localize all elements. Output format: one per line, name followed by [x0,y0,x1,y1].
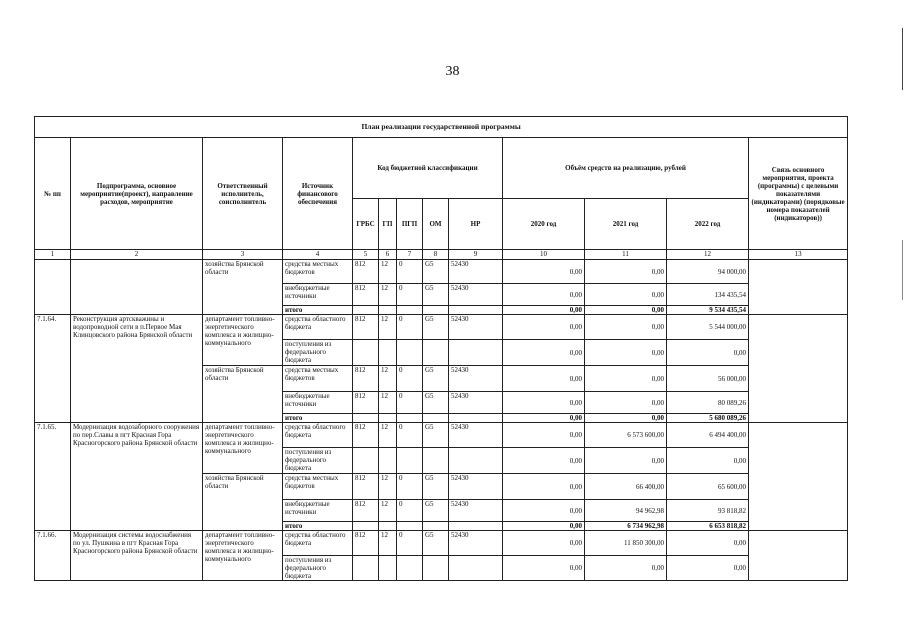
cell-value-2022: 0,00 [667,340,749,366]
cell-indicator-link [749,531,848,581]
cell-funding-source: средства местных бюджетов [283,366,353,392]
cell-item-number: 7.1.66. [35,531,71,581]
cell-value-2022: 6 653 818,82 [667,522,749,531]
cell-grbs: 812 [353,500,379,522]
cell-funding-source: средства областного бюджета [283,531,353,556]
cell-om: G5 [423,474,449,500]
cell-nr [449,448,503,474]
col-number: 7 [397,250,423,260]
cell-pgp [397,306,423,315]
cell-grbs: 812 [353,392,379,414]
cell-value-2020: 0,00 [503,448,585,474]
cell-funding-source: итого [283,522,353,531]
cell-value-2021: 0,00 [585,366,667,392]
cell-gp: 12 [379,284,397,306]
cell-nr [449,522,503,531]
col-number: 13 [749,250,848,260]
cell-nr: 52430 [449,284,503,306]
cell-responsible: хозяйства Брянской области [203,366,283,423]
cell-gp [379,414,397,423]
cell-item-number: 7.1.65. [35,423,71,531]
cell-om [423,448,449,474]
cell-value-2020: 0,00 [503,306,585,315]
header-no: № пп [35,138,71,250]
cell-om [423,306,449,315]
cell-value-2021: 0,00 [585,448,667,474]
cell-nr: 52430 [449,474,503,500]
cell-value-2020: 0,00 [503,340,585,366]
cell-value-2022: 0,00 [667,448,749,474]
cell-value-2022: 0,00 [667,531,749,556]
cell-value-2020: 0,00 [503,260,585,284]
cell-gp: 12 [379,366,397,392]
cell-gp: 12 [379,474,397,500]
cell-om [423,556,449,581]
cell-gp [379,306,397,315]
cell-nr [449,340,503,366]
cell-value-2021: 0,00 [585,315,667,340]
cell-value-2020: 0,00 [503,315,585,340]
cell-value-2022: 80 089,26 [667,392,749,414]
cell-value-2022: 134 435,54 [667,284,749,306]
header-program: Подпрограмма, основное мероприятие(проект), направление расходов, мероприятие [71,138,203,250]
cell-om [423,340,449,366]
cell-grbs [353,556,379,581]
cell-value-2020: 0,00 [503,531,585,556]
cell-funding-source: средства местных бюджетов [283,474,353,500]
cell-value-2021: 6 734 962,98 [585,522,667,531]
cell-value-2021: 0,00 [585,260,667,284]
cell-funding-source: средства областного бюджета [283,315,353,340]
header-gp: ГП [379,199,397,250]
cell-om: G5 [423,366,449,392]
cell-grbs: 812 [353,315,379,340]
header-row [35,138,848,199]
cell-grbs: 812 [353,260,379,284]
col-number: 9 [449,250,503,260]
cell-nr [449,306,503,315]
col-number: 3 [203,250,283,260]
col-number: 2 [71,250,203,260]
cell-item-number [35,260,71,315]
table-row [35,531,848,556]
cell-pgp [397,414,423,423]
col-number: 4 [283,250,353,260]
table-row [35,260,848,284]
cell-pgp [397,522,423,531]
cell-pgp [397,448,423,474]
cell-value-2021: 0,00 [585,556,667,581]
cell-value-2022: 94 000,00 [667,260,749,284]
cell-funding-source: поступления из федерального бюджета [283,556,353,581]
cell-value-2021: 0,00 [585,392,667,414]
cell-om: G5 [423,500,449,522]
cell-responsible: хозяйства Брянской области [203,260,283,315]
cell-responsible: департамент топливно-энергетического комплекса и жилищно-коммунального [203,423,283,474]
col-number: 1 [35,250,71,260]
cell-value-2021: 0,00 [585,340,667,366]
col-number: 12 [667,250,749,260]
cell-value-2021: 94 962,98 [585,500,667,522]
cell-grbs [353,306,379,315]
cell-om: G5 [423,284,449,306]
header-budget-code: Код бюджетной классификации [353,138,503,199]
cell-pgp: 0 [397,500,423,522]
cell-gp: 12 [379,315,397,340]
page-number: 38 [445,64,460,79]
cell-pgp [397,340,423,366]
cell-grbs [353,340,379,366]
col-number: 8 [423,250,449,260]
cell-om: G5 [423,531,449,556]
cell-funding-source: итого [283,306,353,315]
cell-om [423,522,449,531]
cell-value-2020: 0,00 [503,522,585,531]
cell-pgp: 0 [397,260,423,284]
cell-grbs: 812 [353,474,379,500]
scan-edge-mark [902,28,903,90]
cell-pgp: 0 [397,423,423,448]
cell-gp: 12 [379,423,397,448]
cell-nr [449,556,503,581]
header-responsible: Ответственный исполнитель, соисполнитель [203,138,283,250]
cell-value-2020: 0,00 [503,284,585,306]
program-plan-table-container [34,116,847,581]
cell-funding-source: внебюджетные источники [283,392,353,414]
col-number: 11 [585,250,667,260]
cell-pgp: 0 [397,531,423,556]
cell-nr: 52430 [449,315,503,340]
cell-indicator-link [749,260,848,315]
cell-value-2022: 6 494 400,00 [667,423,749,448]
cell-value-2022: 0,00 [667,556,749,581]
header-volume: Объём средств на реализацию, рублей [503,138,749,199]
table-title: План реализации государственной программы [35,117,848,138]
cell-indicator-link [749,423,848,531]
cell-funding-source: поступления из федерального бюджета [283,340,353,366]
cell-pgp: 0 [397,392,423,414]
cell-funding-source: поступления из федерального бюджета [283,448,353,474]
cell-value-2020: 0,00 [503,474,585,500]
header-2020: 2020 год [503,199,585,250]
cell-nr: 52430 [449,531,503,556]
cell-grbs: 812 [353,531,379,556]
table-body [35,260,848,581]
cell-value-2021: 11 850 300,00 [585,531,667,556]
cell-gp: 12 [379,260,397,284]
cell-value-2022: 5 680 089,26 [667,414,749,423]
table-title-row [35,117,848,138]
header-om: ОМ [423,199,449,250]
table-row [35,423,848,448]
cell-nr: 52430 [449,260,503,284]
cell-funding-source: итого [283,414,353,423]
cell-gp: 12 [379,531,397,556]
header-2021: 2021 год [585,199,667,250]
cell-value-2021: 66 400,00 [585,474,667,500]
cell-funding-source: средства областного бюджета [283,423,353,448]
cell-om: G5 [423,260,449,284]
col-number: 6 [379,250,397,260]
cell-value-2021: 0,00 [585,306,667,315]
cell-grbs: 812 [353,284,379,306]
header-grbs: ГРБС [353,199,379,250]
cell-value-2022: 65 600,00 [667,474,749,500]
cell-value-2020: 0,00 [503,392,585,414]
cell-indicator-link [749,315,848,423]
cell-value-2022: 93 818,82 [667,500,749,522]
cell-gp: 12 [379,500,397,522]
cell-value-2021: 0,00 [585,284,667,306]
cell-grbs: 812 [353,366,379,392]
header-source: Источник финансового обеспечения [283,138,353,250]
cell-nr: 52430 [449,366,503,392]
cell-grbs: 812 [353,423,379,448]
cell-value-2021: 0,00 [585,414,667,423]
col-number: 5 [353,250,379,260]
cell-pgp: 0 [397,284,423,306]
cell-value-2020: 0,00 [503,423,585,448]
cell-item-number: 7.1.64. [35,315,71,423]
cell-nr: 52430 [449,423,503,448]
cell-responsible: департамент топливно-энергетического комплекса и жилищно-коммунального [203,531,283,581]
cell-funding-source: средства местных бюджетов [283,260,353,284]
cell-value-2022: 56 000,00 [667,366,749,392]
cell-pgp: 0 [397,474,423,500]
cell-nr: 52430 [449,500,503,522]
cell-pgp [397,556,423,581]
cell-gp [379,522,397,531]
cell-value-2020: 0,00 [503,414,585,423]
cell-program-name: Модернизация водозаборного сооружения по пер.Славы в пгт Красная Гора Красногорского района Брянской области [71,423,203,531]
cell-grbs [353,414,379,423]
header-2022: 2022 год [667,199,749,250]
col-number: 10 [503,250,585,260]
cell-program-name: Модернизация системы водоснабжения по ул. Пушкина в пгт Красная Гора Красногорского района Брянской области [71,531,203,581]
header-link: Связь основного мероприятия, проекта (программы) с целевыми показателями (индикаторами) (порядковые номера показателей (индикаторов)) [749,138,848,250]
cell-gp [379,448,397,474]
program-plan-table [34,116,848,581]
cell-responsible: департамент топливно-энергетического комплекса и жилищно-коммунального [203,315,283,366]
cell-funding-source: внебюджетные источники [283,500,353,522]
cell-om: G5 [423,315,449,340]
table-row [35,315,848,340]
cell-value-2020: 0,00 [503,556,585,581]
cell-gp [379,340,397,366]
cell-om [423,414,449,423]
cell-value-2020: 0,00 [503,500,585,522]
cell-nr: 52430 [449,392,503,414]
cell-value-2022: 9 534 435,54 [667,306,749,315]
cell-nr [449,414,503,423]
cell-grbs [353,448,379,474]
column-number-row [35,250,848,260]
cell-program-name: Реконструкция артскважины и водопроводной сети в п.Первое Мая Клинцовского района Брянской области [71,315,203,423]
cell-value-2020: 0,00 [503,366,585,392]
cell-gp: 12 [379,392,397,414]
scan-edge-mark [902,240,903,300]
header-pgp: ПГП [397,199,423,250]
cell-value-2022: 5 544 000,00 [667,315,749,340]
cell-om: G5 [423,392,449,414]
cell-value-2021: 6 573 600,00 [585,423,667,448]
cell-pgp: 0 [397,366,423,392]
header-nr: НР [449,199,503,250]
cell-om: G5 [423,423,449,448]
cell-gp [379,556,397,581]
cell-funding-source: внебюджетные источники [283,284,353,306]
cell-program-name [71,260,203,315]
cell-pgp: 0 [397,315,423,340]
cell-responsible: хозяйства Брянской области [203,474,283,531]
cell-grbs [353,522,379,531]
